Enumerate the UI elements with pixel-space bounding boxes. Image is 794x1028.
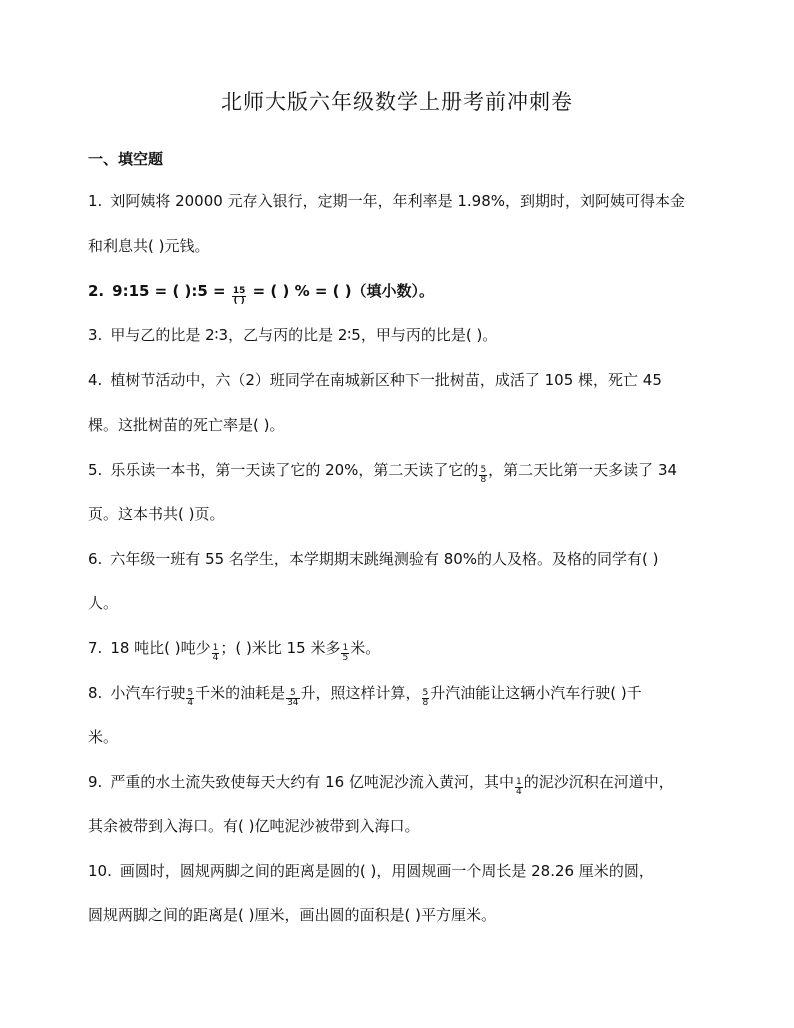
question-text: 甲与乙的比是 2∶3，乙与丙的比是 2∶5，甲与丙的比是( )。 xyxy=(110,326,498,344)
question-number: 1. xyxy=(88,192,103,210)
question-text-b: 的泥沙沉积在河道中， xyxy=(523,773,674,791)
question-3 xyxy=(88,325,497,345)
question-text-c: 米。 xyxy=(350,639,381,657)
fraction: $\frac{5}{34}$ xyxy=(287,688,299,708)
question-number: 7. xyxy=(88,639,103,657)
question-text-b: = ( ) % = ( )（填小数）。 xyxy=(252,282,435,300)
question-number: 8. xyxy=(88,684,103,702)
question-4-line-2: 棵。这批树苗的死亡率是( )。 xyxy=(88,416,285,434)
fraction: $\frac{1}{4}$ xyxy=(212,643,219,663)
question-text-d: 升汽油能让这辆小汽车行驶( )千 xyxy=(430,684,642,702)
question-text-c: 升，照这样计算， xyxy=(300,684,421,702)
question-1 xyxy=(88,191,685,211)
question-4 xyxy=(88,370,662,390)
page-title: 北师大版六年级数学上册考前冲刺卷 xyxy=(221,90,573,114)
question-6 xyxy=(88,549,659,569)
question-text-a: 18 吨比( )吨少 xyxy=(110,639,211,657)
question-10 xyxy=(88,861,654,881)
question-number: 10. xyxy=(88,862,112,880)
fraction: $\frac{5}{8}$ xyxy=(480,465,487,485)
question-7 xyxy=(88,638,380,663)
question-number: 6. xyxy=(88,550,103,568)
question-5-line-2: 页。这本书共( )页。 xyxy=(88,505,225,523)
section-heading: 一、填空题 xyxy=(88,150,164,168)
question-number: 3. xyxy=(88,326,103,344)
question-number: 2. xyxy=(88,282,105,300)
question-10-line-2: 圆规两脚之间的距离是( )厘米，画出圆的面积是( )平方厘米。 xyxy=(88,906,496,924)
question-9-line-2: 其余被带到入海口。有( )亿吨泥沙被带到入海口。 xyxy=(88,817,420,835)
question-8 xyxy=(88,683,642,708)
question-number: 9. xyxy=(88,773,103,791)
question-text-b: ，第二天比第一天多读了 34 xyxy=(488,461,678,479)
fraction: $\frac{15}{( )}$ xyxy=(232,286,246,306)
question-text: 刘阿姨将 20000 元存入银行，定期一年，年利率是 1.98%，到期时，刘阿姨可得本金 xyxy=(110,192,685,210)
question-text: 植树节活动中，六（2）班同学在南城新区种下一批树苗，成活了 105 棵，死亡 45 xyxy=(110,371,662,389)
fraction: $\frac{1}{4}$ xyxy=(515,777,522,797)
question-text-b: 千米的油耗是 xyxy=(195,684,286,702)
question-text: 六年级一班有 55 名学生，本学期期末跳绳测验有 80%的人及格。及格的同学有( ) xyxy=(110,550,659,568)
question-text-a: 乐乐读一本书，第一天读了它的 20%，第二天读了它的 xyxy=(110,461,479,479)
fraction: $\frac{5}{4}$ xyxy=(187,688,194,708)
question-6-line-2: 人。 xyxy=(88,594,119,612)
question-5 xyxy=(88,460,677,485)
question-text-a: 9:15 = ( ):5 = xyxy=(112,282,226,300)
question-number: 5. xyxy=(88,461,103,479)
question-text-a: 小汽车行驶 xyxy=(110,684,186,702)
fraction: $\frac{5}{8}$ xyxy=(422,688,429,708)
question-8-line-2: 米。 xyxy=(88,728,119,746)
question-9 xyxy=(88,772,674,797)
fraction: $\frac{1}{5}$ xyxy=(342,643,349,663)
question-text: 画圆时，圆规两脚之间的距离是圆的( )，用圆规画一个周长是 28.26 厘米的圆， xyxy=(119,862,654,880)
question-text-b: ；( )米比 15 米多 xyxy=(220,639,341,657)
question-2 xyxy=(88,281,434,306)
question-1-line-2: 和利息共( )元钱。 xyxy=(88,237,210,255)
question-text-a: 严重的水土流失致使每天大约有 16 亿吨泥沙流入黄河，其中 xyxy=(110,773,514,791)
question-number: 4. xyxy=(88,371,103,389)
